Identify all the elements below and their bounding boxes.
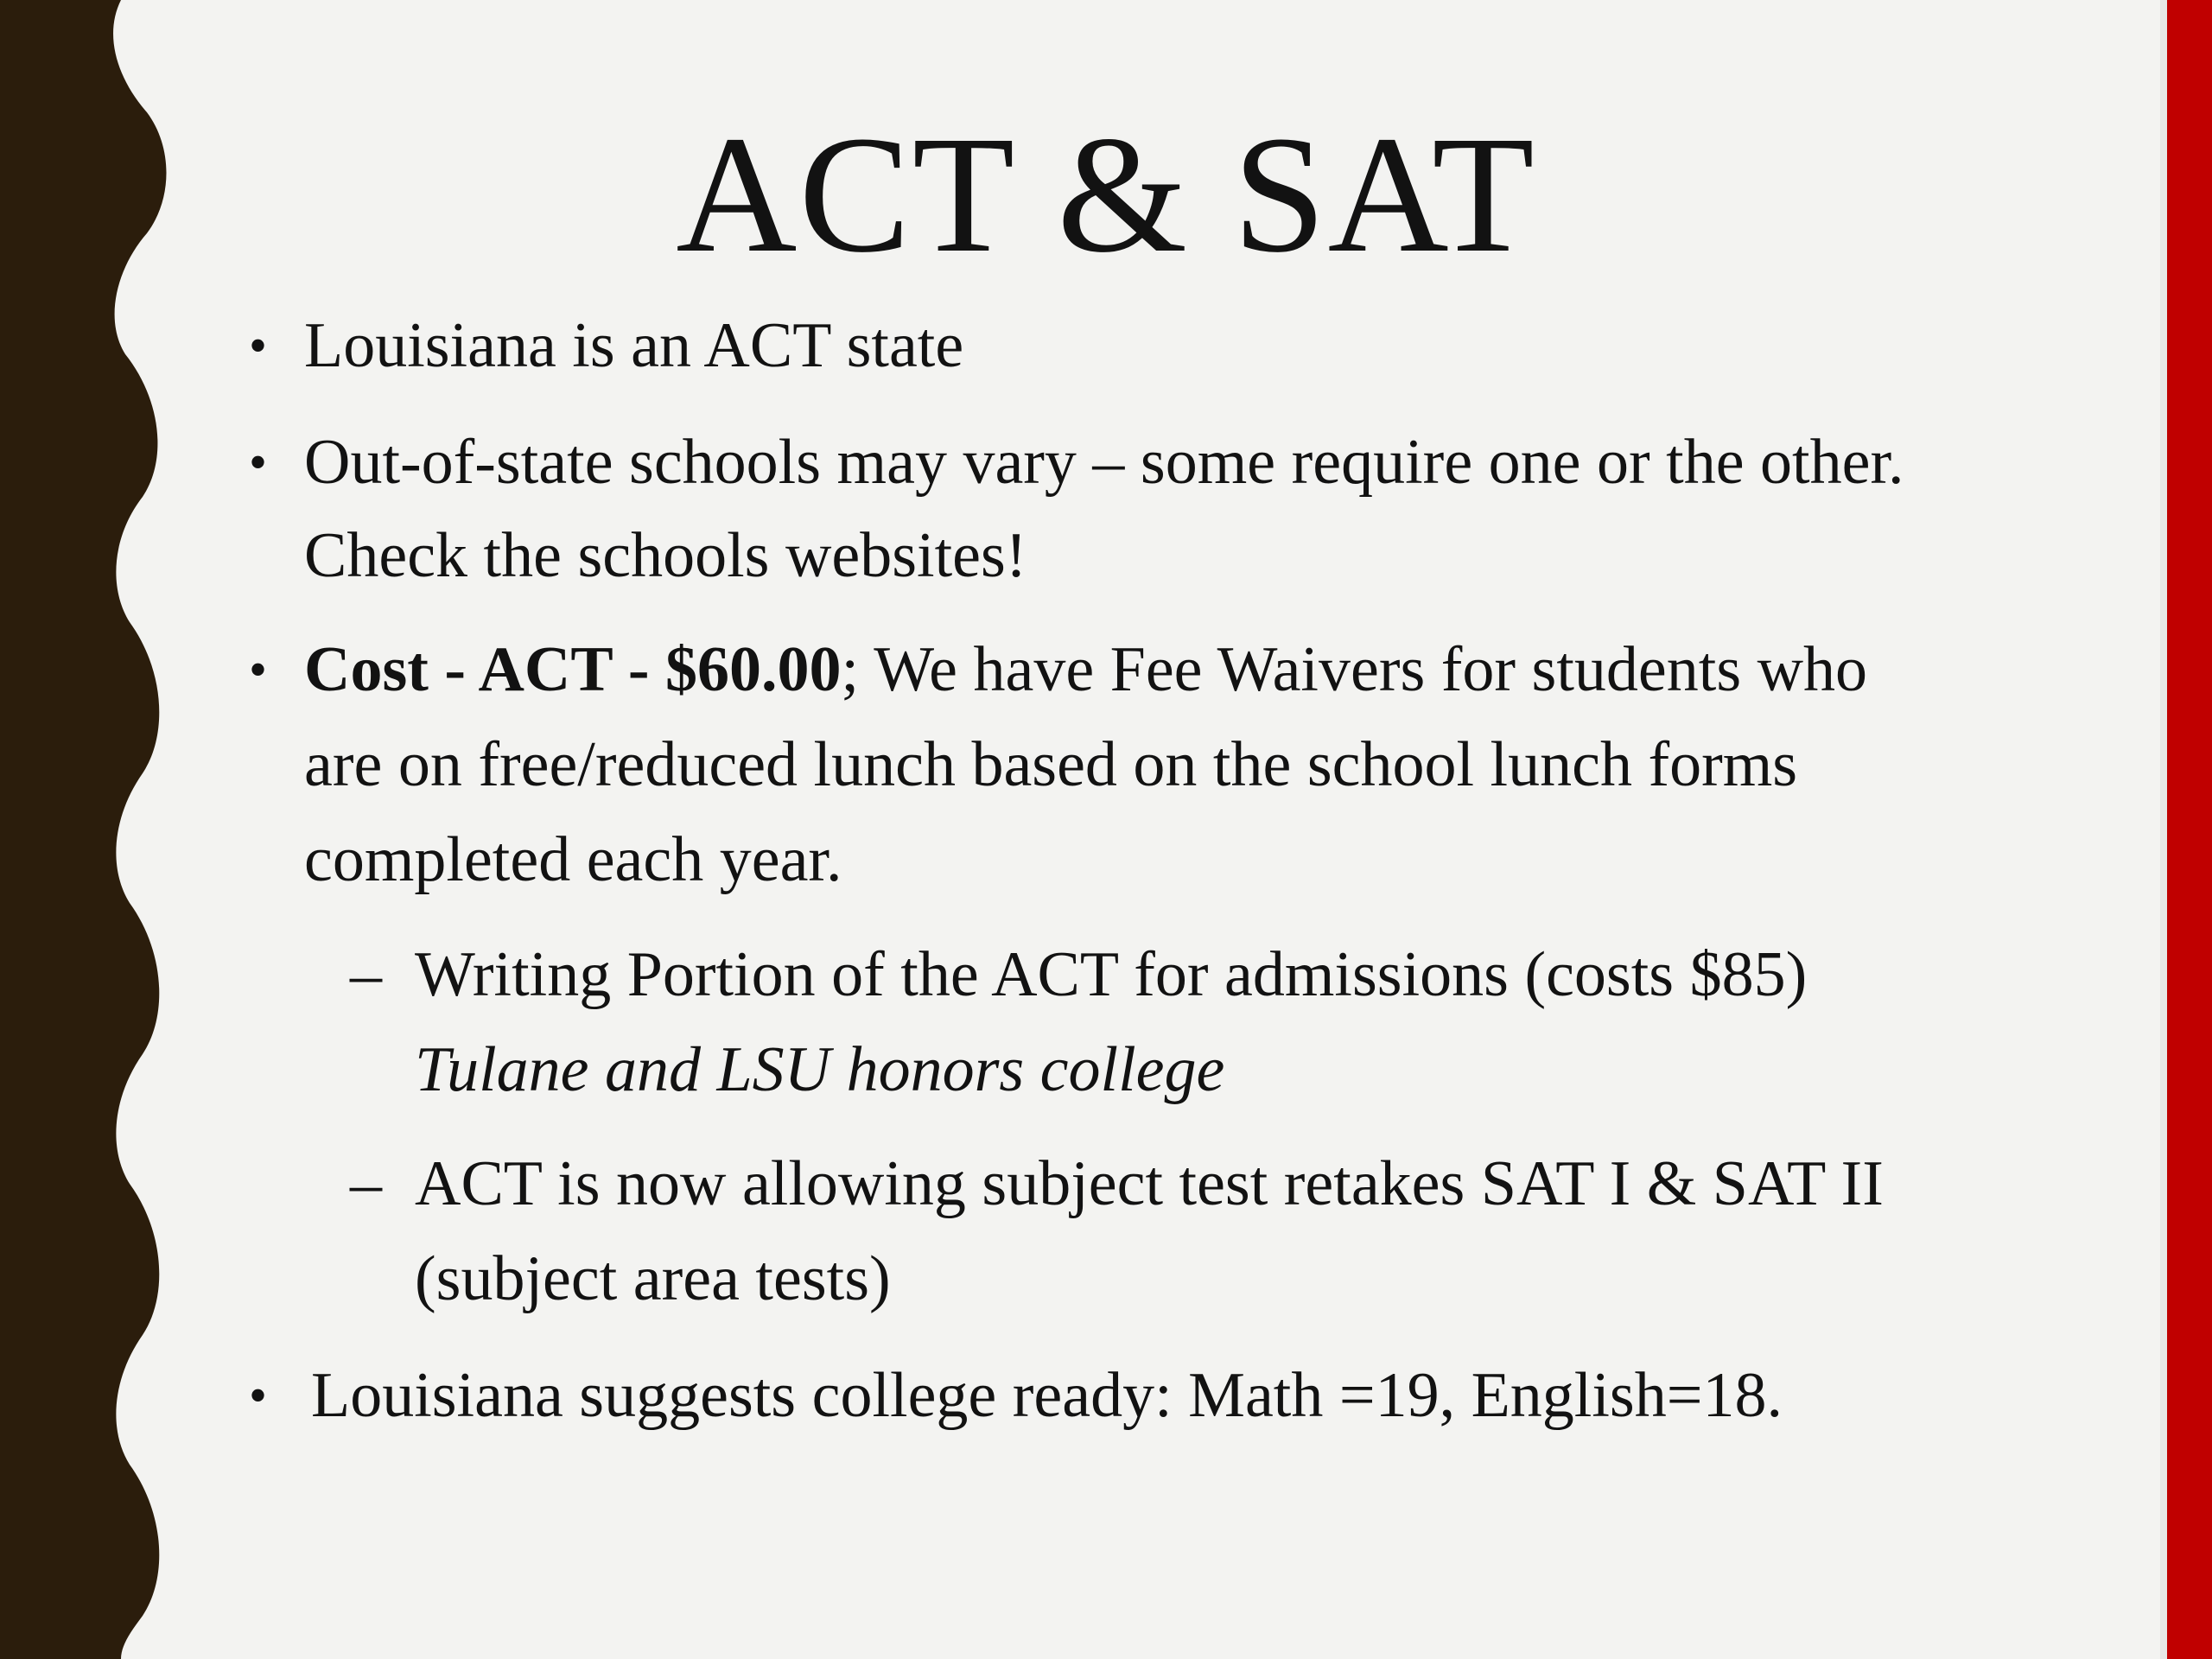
bullet-text-continued: Check the schools websites! — [304, 520, 1027, 591]
bullet-text-continued: are on free/reduced lunch based on the school lunch forms — [304, 729, 1798, 800]
sub-bullet-italic-text: Tulane and LSU honors college — [415, 1034, 1225, 1105]
bullet-text: Louisiana is an ACT state — [304, 310, 964, 381]
bullet-marker: • — [249, 434, 268, 491]
sub-bullet-text-continued: (subject area tests) — [415, 1243, 891, 1314]
cost-rest-text: ; We have Fee Waivers for students who — [841, 634, 1868, 705]
bullet-marker: • — [249, 641, 268, 698]
bullet-text-continued: completed each year. — [304, 824, 842, 895]
bullet-marker: • — [249, 1367, 268, 1424]
slide-title: ACT & SAT — [676, 101, 1536, 287]
bullet-text: Out-of-state schools may vary – some require one or the other. — [304, 427, 1904, 498]
bullet-text-cost — [304, 622, 1867, 717]
bullet-text-college-ready: Louisiana suggests college ready: Math =19, English=18. — [311, 1360, 1783, 1431]
sub-bullet-marker: – — [350, 939, 382, 1010]
sub-bullet-text: Writing Portion of the ACT for admissions (costs $85) — [415, 939, 1808, 1010]
bullet-marker: • — [249, 317, 268, 374]
sub-bullet-text: ACT is now allowing subject test retakes SAT I & SAT II — [415, 1148, 1884, 1219]
cost-bold-label: Cost - ACT - $60.00 — [304, 634, 842, 705]
sub-bullet-marker: – — [350, 1148, 382, 1219]
